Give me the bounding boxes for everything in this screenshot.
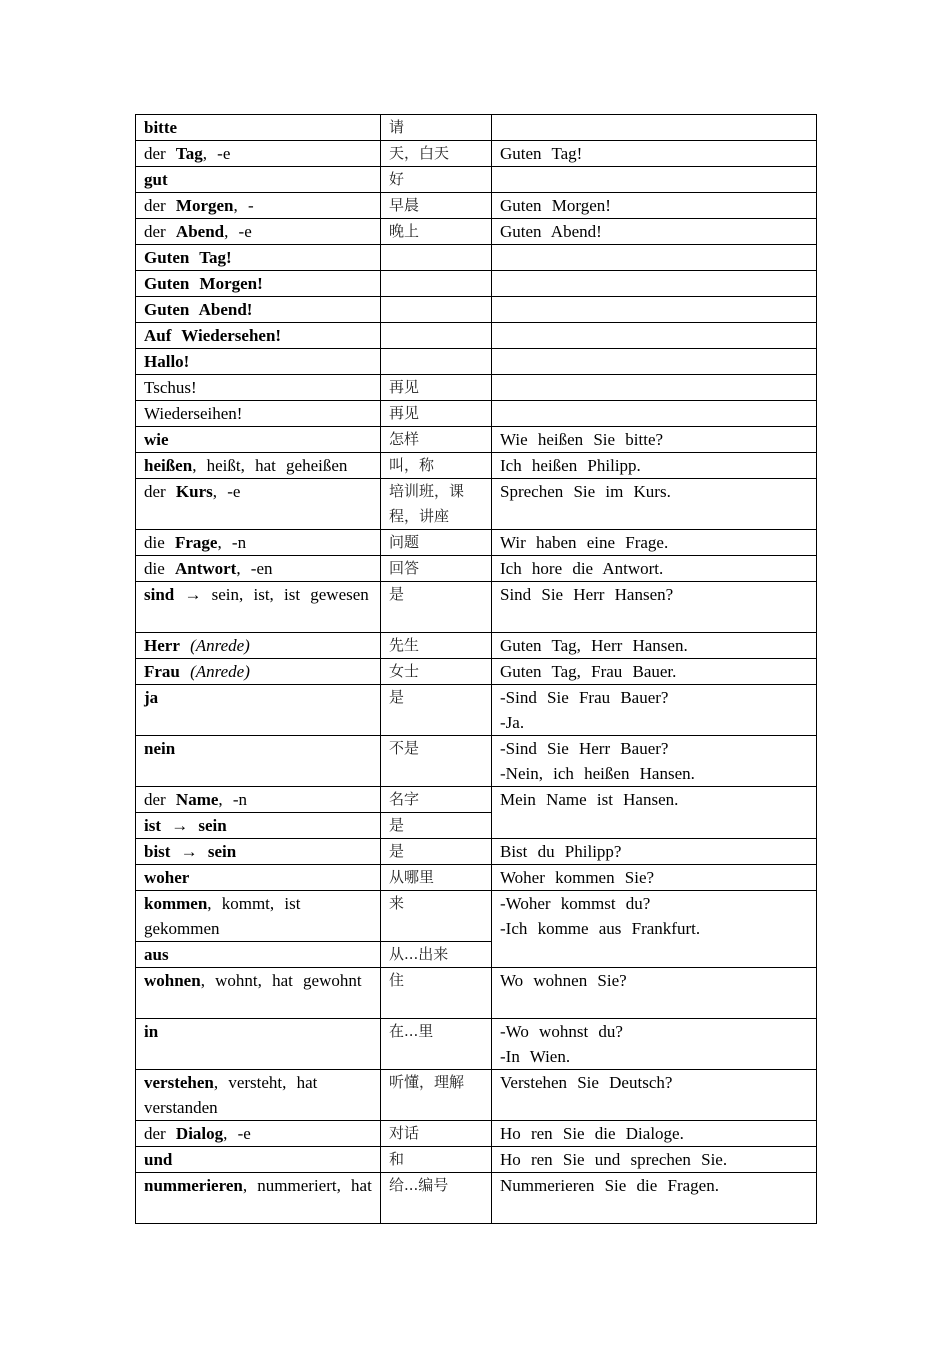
- table-row: [136, 968, 817, 1019]
- chinese-meaning-cell: 问题: [381, 530, 492, 556]
- table-row: [136, 1173, 817, 1224]
- german-text: , -e: [223, 1124, 251, 1143]
- german-word-cell: [136, 1070, 381, 1121]
- chinese-meaning-cell: 培训班，课程，讲座: [381, 479, 492, 530]
- chinese-meaning-cell: 从...出来: [381, 942, 492, 968]
- table-row: [136, 479, 817, 530]
- example-sentence-cell: [492, 375, 817, 401]
- table-row: [136, 141, 817, 167]
- german-word-cell: [136, 193, 381, 219]
- example-sentence-cell: [492, 530, 817, 556]
- example-sentence-cell: [492, 167, 817, 193]
- example-sentence-line: Bist du Philipp?: [500, 842, 622, 861]
- chinese-meaning-cell: 是: [381, 685, 492, 736]
- example-sentence-cell: [492, 271, 817, 297]
- example-sentence-line: -Woher kommst du?: [500, 894, 651, 913]
- chinese-meaning-cell: 回答: [381, 556, 492, 582]
- german-headword: Tag: [175, 144, 203, 163]
- example-sentence-line: Sprechen Sie im Kurs.: [500, 482, 671, 501]
- table-row: [136, 659, 817, 685]
- example-sentence-cell: [492, 736, 817, 787]
- table-row: [136, 1019, 817, 1070]
- example-sentence-cell: [492, 401, 817, 427]
- german-headword: Guten Abend!: [144, 300, 253, 319]
- example-sentence-cell: [492, 582, 817, 633]
- table-row: [136, 453, 817, 479]
- example-sentence-line: Woher kommen Sie?: [500, 868, 655, 887]
- german-text: , -: [233, 196, 254, 215]
- german-headword: Frage: [174, 533, 218, 552]
- german-word-cell: [136, 530, 381, 556]
- table-row: [136, 891, 817, 942]
- example-sentence-cell: [492, 659, 817, 685]
- table-row: [136, 787, 817, 813]
- chinese-meaning-cell: [381, 349, 492, 375]
- chinese-meaning-cell: 先生: [381, 633, 492, 659]
- table-row: [136, 167, 817, 193]
- german-word-cell: [136, 787, 381, 813]
- chinese-meaning-cell: 是: [381, 813, 492, 839]
- german-text: → sein, ist, ist gewesen: [174, 585, 369, 604]
- german-word-cell: [136, 427, 381, 453]
- german-word-cell: [136, 865, 381, 891]
- german-word-cell: [136, 245, 381, 271]
- german-headword: und: [144, 1150, 173, 1169]
- example-sentence-cell: [492, 968, 817, 1019]
- chinese-meaning-cell: 是: [381, 839, 492, 865]
- german-text: der: [144, 222, 176, 241]
- example-sentence-line: -Ja.: [500, 713, 525, 732]
- table-row: [136, 1070, 817, 1121]
- chinese-meaning-cell: [381, 297, 492, 323]
- german-headword: Frau: [144, 662, 180, 681]
- example-sentence-cell: [492, 1147, 817, 1173]
- example-sentence-line: -Sind Sie Herr Bauer?: [500, 739, 669, 758]
- example-sentence-line: Guten Tag, Frau Bauer.: [500, 662, 677, 681]
- german-word-cell: [136, 968, 381, 1019]
- example-sentence-cell: [492, 1019, 817, 1070]
- german-word-cell: [136, 659, 381, 685]
- chinese-meaning-cell: 对话: [381, 1121, 492, 1147]
- german-word-cell: [136, 1173, 381, 1224]
- example-sentence-cell: [492, 1173, 817, 1224]
- example-sentence-line: -In Wien.: [500, 1047, 571, 1066]
- german-word-cell: [136, 1019, 381, 1070]
- example-sentence-line: Ho ren Sie die Dialoge.: [500, 1124, 684, 1143]
- german-word-cell: [136, 582, 381, 633]
- chinese-meaning-cell: 给...编号: [381, 1173, 492, 1224]
- german-word-cell: [136, 375, 381, 401]
- german-text: die: [144, 559, 175, 578]
- example-sentence-cell: [492, 193, 817, 219]
- chinese-meaning-cell: 好: [381, 167, 492, 193]
- example-sentence-line: Ich hore die Antwort.: [500, 559, 664, 578]
- chinese-meaning-cell: 再见: [381, 401, 492, 427]
- german-text: , -n: [217, 533, 247, 552]
- chinese-meaning-cell: 从哪里: [381, 865, 492, 891]
- chinese-meaning-cell: 晚上: [381, 219, 492, 245]
- german-word-cell: [136, 479, 381, 530]
- german-word-cell: [136, 349, 381, 375]
- chinese-meaning-cell: [381, 271, 492, 297]
- chinese-meaning-cell: 听懂，理解: [381, 1070, 492, 1121]
- german-text: , versteht, hat verstanden: [144, 1073, 318, 1117]
- german-word-cell: [136, 219, 381, 245]
- example-sentence-line: Guten Tag, Herr Hansen.: [500, 636, 688, 655]
- german-word-cell: [136, 453, 381, 479]
- german-headword: kommen: [144, 894, 208, 913]
- table-row: [136, 839, 817, 865]
- vocabulary-table: [135, 114, 817, 1224]
- german-word-cell: [136, 1121, 381, 1147]
- chinese-meaning-cell: 和: [381, 1147, 492, 1173]
- table-row: [136, 865, 817, 891]
- german-word-cell: [136, 401, 381, 427]
- table-row: [136, 375, 817, 401]
- german-word-cell: [136, 736, 381, 787]
- example-sentence-cell: [492, 556, 817, 582]
- german-text: der: [144, 196, 176, 215]
- german-text: [180, 636, 190, 655]
- german-text: der: [144, 1124, 176, 1143]
- chinese-meaning-cell: 叫，称: [381, 453, 492, 479]
- example-sentence-line: -Sind Sie Frau Bauer?: [500, 688, 669, 707]
- chinese-meaning-cell: 天，白天: [381, 141, 492, 167]
- german-word-cell: [136, 141, 381, 167]
- german-headword: aus: [144, 945, 169, 964]
- german-headword: verstehen: [144, 1073, 214, 1092]
- german-headword: Antwort: [174, 559, 237, 578]
- example-sentence-line: Sind Sie Herr Hansen?: [500, 585, 674, 604]
- example-sentence-line: Wo wohnen Sie?: [500, 971, 627, 990]
- german-headword: bitte: [144, 118, 178, 137]
- german-headword: Auf Wiedersehen!: [144, 326, 282, 345]
- german-word-cell: [136, 839, 381, 865]
- example-sentence-cell: [492, 685, 817, 736]
- chinese-meaning-cell: [381, 323, 492, 349]
- table-row: [136, 297, 817, 323]
- example-sentence-cell: [492, 245, 817, 271]
- example-sentence-line: -Nein, ich heißen Hansen.: [500, 764, 695, 783]
- chinese-meaning-cell: 是: [381, 582, 492, 633]
- example-sentence-cell: [492, 479, 817, 530]
- chinese-meaning-cell: 住: [381, 968, 492, 1019]
- example-sentence-cell: [492, 427, 817, 453]
- table-row: [136, 401, 817, 427]
- example-sentence-line: Ich heißen Philipp.: [500, 456, 641, 475]
- example-sentence-cell: [492, 787, 817, 839]
- table-row: [136, 736, 817, 787]
- german-text: , -en: [236, 559, 273, 578]
- german-headword: Guten Tag!: [144, 248, 232, 267]
- german-headword: Dialog: [175, 1124, 224, 1143]
- german-word-cell: [136, 633, 381, 659]
- german-headword: Guten Morgen!: [144, 274, 263, 293]
- chinese-meaning-cell: 不是: [381, 736, 492, 787]
- german-text: , -n: [218, 790, 248, 809]
- example-sentence-cell: [492, 1070, 817, 1121]
- german-headword: in: [144, 1022, 159, 1041]
- german-headword: Kurs: [175, 482, 213, 501]
- table-row: [136, 219, 817, 245]
- example-sentence-cell: [492, 865, 817, 891]
- german-word-cell: [136, 271, 381, 297]
- german-text: der: [144, 790, 176, 809]
- german-text: , -e: [202, 144, 231, 163]
- german-word-cell: [136, 685, 381, 736]
- chinese-meaning-cell: 请: [381, 115, 492, 141]
- example-sentence-line: Guten Tag!: [500, 144, 583, 163]
- example-sentence-cell: [492, 891, 817, 968]
- german-headword: gut: [144, 170, 168, 189]
- table-row: [136, 556, 817, 582]
- german-headword: nein: [144, 739, 176, 758]
- example-sentence-cell: [492, 633, 817, 659]
- example-sentence-line: Nummerieren Sie die Fragen.: [500, 1176, 719, 1195]
- german-text: , -e: [212, 482, 241, 501]
- german-word-cell: [136, 556, 381, 582]
- chinese-meaning-cell: 女士: [381, 659, 492, 685]
- example-sentence-line: Guten Morgen!: [500, 196, 611, 215]
- german-text: [180, 662, 190, 681]
- table-row: [136, 193, 817, 219]
- table-row: [136, 685, 817, 736]
- chinese-meaning-cell: [381, 245, 492, 271]
- example-sentence-line: -Ich komme aus Frankfurt.: [500, 919, 701, 938]
- german-headword: Abend: [175, 222, 225, 241]
- chinese-meaning-cell: 名字: [381, 787, 492, 813]
- german-text: , nummeriert, hat: [242, 1176, 372, 1195]
- german-headword: ist → sein: [144, 816, 227, 835]
- german-word-cell: [136, 1147, 381, 1173]
- example-sentence-cell: [492, 839, 817, 865]
- german-text: , wohnt, hat gewohnt: [200, 971, 362, 990]
- german-headword: Morgen: [175, 196, 234, 215]
- german-text: der: [144, 482, 176, 501]
- table-row: [136, 271, 817, 297]
- example-sentence-cell: [492, 297, 817, 323]
- german-word-cell: [136, 942, 381, 968]
- chinese-meaning-cell: 早晨: [381, 193, 492, 219]
- german-word-cell: [136, 115, 381, 141]
- german-word-cell: [136, 813, 381, 839]
- example-sentence-line: Wie heißen Sie bitte?: [500, 430, 664, 449]
- example-sentence-line: Verstehen Sie Deutsch?: [500, 1073, 673, 1092]
- table-row: [136, 1121, 817, 1147]
- chinese-meaning-cell: 再见: [381, 375, 492, 401]
- example-sentence-line: Mein Name ist Hansen.: [500, 790, 679, 809]
- example-sentence-cell: [492, 323, 817, 349]
- example-sentence-line: Ho ren Sie und sprechen Sie.: [500, 1150, 728, 1169]
- german-headword: sind: [144, 585, 175, 604]
- german-note: (Anrede): [190, 636, 250, 655]
- table-row: [136, 245, 817, 271]
- german-text: Wiederseihen!: [144, 404, 243, 423]
- table-row: [136, 582, 817, 633]
- german-word-cell: [136, 167, 381, 193]
- table-row: [136, 115, 817, 141]
- table-row: [136, 633, 817, 659]
- german-text: Tschus!: [144, 378, 197, 397]
- german-headword: ja: [144, 688, 159, 707]
- vocabulary-table-body: [136, 115, 817, 1224]
- table-row: [136, 530, 817, 556]
- example-sentence-cell: [492, 453, 817, 479]
- german-headword: heißen: [144, 456, 193, 475]
- german-headword: bist → sein: [144, 842, 237, 861]
- german-text: , kommt, ist gekommen: [144, 894, 301, 938]
- table-row: [136, 427, 817, 453]
- chinese-meaning-cell: 来: [381, 891, 492, 942]
- example-sentence-cell: [492, 349, 817, 375]
- german-word-cell: [136, 297, 381, 323]
- example-sentence-cell: [492, 115, 817, 141]
- german-headword: Name: [175, 790, 219, 809]
- german-word-cell: [136, 891, 381, 942]
- german-headword: wohnen: [144, 971, 201, 990]
- german-headword: woher: [144, 868, 190, 887]
- german-headword: Hallo!: [144, 352, 190, 371]
- german-note: (Anrede): [190, 662, 250, 681]
- german-headword: nummerieren: [144, 1176, 243, 1195]
- example-sentence-line: Wir haben eine Frage.: [500, 533, 669, 552]
- table-row: [136, 349, 817, 375]
- german-text: , heißt, hat geheißen: [192, 456, 348, 475]
- table-row: [136, 323, 817, 349]
- german-headword: wie: [144, 430, 169, 449]
- german-text: der: [144, 144, 176, 163]
- example-sentence-line: -Wo wohnst du?: [500, 1022, 623, 1041]
- example-sentence-cell: [492, 219, 817, 245]
- german-text: , -e: [224, 222, 252, 241]
- chinese-meaning-cell: 怎样: [381, 427, 492, 453]
- table-row: [136, 1147, 817, 1173]
- example-sentence-cell: [492, 141, 817, 167]
- german-word-cell: [136, 323, 381, 349]
- german-text: die: [144, 533, 175, 552]
- german-headword: Herr: [144, 636, 180, 655]
- chinese-meaning-cell: 在...里: [381, 1019, 492, 1070]
- example-sentence-line: Guten Abend!: [500, 222, 602, 241]
- example-sentence-cell: [492, 1121, 817, 1147]
